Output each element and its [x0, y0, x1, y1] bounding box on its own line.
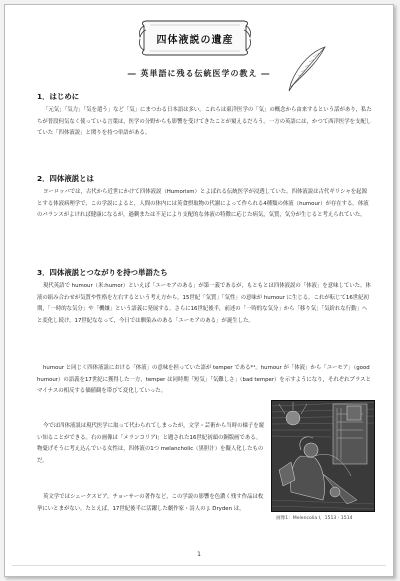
paragraph-melancholia: 今では四体液説は現代医学に取って代わられてしまったが，文学・芸術から当時の様子を窺い知ることができる。右の画像は「メランコリアⅠ」と題された16世紀初頭の銅版画である。物憂げそうに考え込んでいる女性は，四体液の1つ melancholic（黒胆汁）を擬人化したものだ。 — [37, 423, 265, 465]
section-heading-words: 3．四体液説とつながりを持つ単語たち — [37, 268, 168, 277]
page-number: 1 — [197, 551, 201, 558]
melencolia-engraving-image — [271, 400, 375, 512]
section-heading-humorism: 2．四体液説とは — [37, 174, 94, 183]
document-page — [4, 4, 394, 577]
document-subtitle: ― 英単語に残る伝統医学の教え ― — [127, 69, 271, 78]
paragraph-humour: 現代英語で humour（米:humor）といえば「ユーモアのある」が第一義であるが，もともとは四体液説の「体液」を意味していた。体液の組み合わせが気質や性格を左右するという考え方から，15世紀「気質」「気性」の意味が humour に生じる。これが転じて16世紀初期，「一時的な気分」や「機嫌」という語義に発展する。さらに16世紀後半，前述の「一時的な気分」から「移り気」「気紛れな行動」へと変化し続け，17世紀ななって，今日では馴染みのある「ユーモアのある」が誕生した。 — [37, 283, 371, 325]
section-heading-intro: 1．はじめに — [37, 92, 80, 101]
engraving-illustration-icon — [271, 400, 375, 512]
figure-caption: 画像1：Melencolia I，1513 - 1514 — [276, 516, 353, 521]
footer-divider — [12, 565, 386, 566]
paragraph-humorism: ヨーロッパでは，古代から近世にかけて四体液説（Humorism）とよばれる伝統医学が浸透していた。四体液説は古代ギリシャを起源とする体液病理学で，この学説によると，人間の体内には英食摂取物の代謝によって作られる4種類の体液（humour）が存在する。体液のバランスがよければ健康になるが，過剰または不足により支配的な体液の特徴に応じた病気，気質，気分が生じると考えられていた。 — [37, 189, 369, 219]
document-title: 四体液説の遺産 — [156, 35, 234, 46]
paragraph-temper: humour と同じく四体液説における「体液」の意味を担っていた語が temper である*¹。humour が「体液」から「ユーモア」（good humour）の語義を17世紀に獲得した一方，temper は同時期「短気」「気難しさ」（bad temper）を示すようになり，それぞれプラスとマイナスの相反する価値観を帯びて変化していった。 — [37, 365, 371, 395]
paragraph-intro: 「元気」「気力」「気を遣う」など「気」にまつわる日本語は多い。これらは東洋医学の「気」の概念から由来するという話があり，私たちが普段何気なく使っている言葉は，医学の分野からも影響を受けてきたことが窺えるだろう。一方の英語には，かつて西洋医学を支配していた「四体液説」と関りを持つ単語がある。 — [37, 107, 372, 137]
title-banner — [136, 17, 254, 59]
paragraph-literature: 英文学ではシェークスピア，チョーサーの著作など，この学説の影響を色濃く残す作品は枚挙にいとまがない。たとえば，17世紀後半に活躍した劇作家・詩人の J. Dryden は， — [37, 494, 264, 512]
